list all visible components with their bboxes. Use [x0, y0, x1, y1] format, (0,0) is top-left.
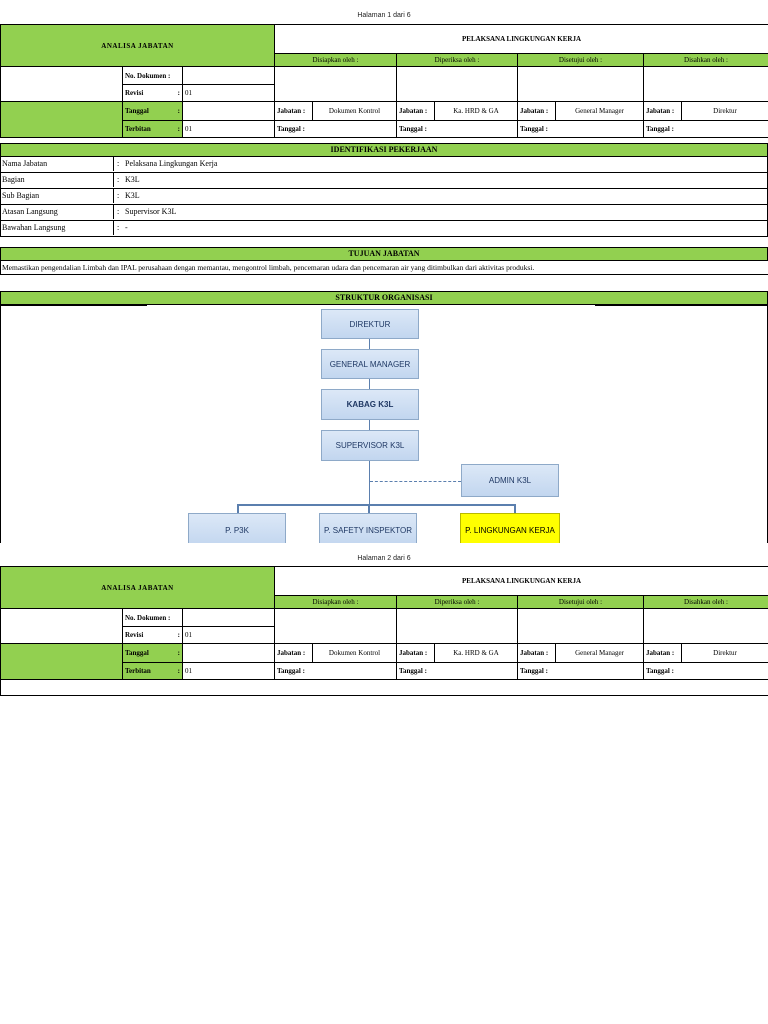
signature-cell-4	[644, 67, 768, 102]
tanggal-label: Tanggal :	[123, 644, 183, 663]
ratified-by-label: Disahkan oleh :	[644, 54, 768, 67]
doc-title: ANALISA JABATAN	[1, 567, 275, 609]
logo-cell	[1, 609, 123, 644]
tanggal-sign-2: Tanggal :	[397, 663, 518, 680]
approved-by-label: Disetujui oleh :	[518, 54, 644, 67]
org-node-admin-k3l: ADMIN K3L	[461, 464, 559, 497]
page-number-label: Halaman 2 dari 6	[357, 555, 411, 562]
signer-4: Direktur	[682, 102, 768, 121]
signature-cell-1	[275, 609, 397, 644]
org-node-supervisor-k3l: SUPERVISOR K3L	[321, 430, 419, 461]
document-header	[0, 24, 768, 138]
org-node-general-manager: GENERAL MANAGER	[321, 349, 419, 379]
tanggal-label: Tanggal :	[123, 102, 183, 121]
document-header	[0, 566, 768, 696]
org-node-lingkungan-kerja: P. LINGKUNGAN KERJA	[460, 513, 560, 543]
jabatan-label: Jabatan :	[275, 102, 313, 121]
no-dokumen-value	[183, 609, 275, 627]
org-node-p3k: P. P3K	[188, 513, 286, 543]
org-title: STRUKTUR ORGANISASI	[0, 291, 768, 305]
signer-2: Ka. HRD & GA	[435, 644, 518, 663]
signer-1: Dokumen Kontrol	[313, 102, 397, 121]
terbitan-label: Terbitan :	[123, 663, 183, 680]
ident-row: Sub Bagian : K3L	[0, 189, 768, 205]
jabatan-label: Jabatan :	[644, 102, 682, 121]
signature-cell-3	[518, 67, 644, 102]
jabatan-label: Jabatan :	[397, 644, 435, 663]
checked-by-label: Diperiksa oleh :	[397, 54, 518, 67]
ident-row: Bagian : K3L	[0, 173, 768, 189]
tanggal-value	[183, 644, 275, 663]
jabatan-label: Jabatan :	[644, 644, 682, 663]
org-node-kabag-k3l: KABAG K3L	[321, 389, 419, 420]
tanggal-sign-1: Tanggal :	[275, 121, 397, 138]
doc-title: ANALISA JABATAN	[1, 25, 275, 67]
identification-title: IDENTIFIKASI PEKERJAAN	[0, 143, 768, 157]
no-dokumen-value	[183, 67, 275, 85]
signature-cell-1	[275, 67, 397, 102]
signer-3: General Manager	[556, 644, 644, 663]
ident-row: Bawahan Langsung : -	[0, 221, 768, 237]
signer-3: General Manager	[556, 102, 644, 121]
terbitan-value: 01	[183, 663, 275, 680]
org-chart	[0, 305, 768, 543]
tanggal-sign-3: Tanggal :	[518, 121, 644, 138]
signature-cell-4	[644, 609, 768, 644]
revisi-value: 01	[183, 627, 275, 644]
tanggal-sign-1: Tanggal :	[275, 663, 397, 680]
jabatan-label: Jabatan :	[518, 644, 556, 663]
checked-by-label: Diperiksa oleh :	[397, 596, 518, 609]
jabatan-label: Jabatan :	[275, 644, 313, 663]
job-title: PELAKSANA LINGKUNGAN KERJA	[275, 25, 768, 54]
revisi-label: Revisi :	[123, 627, 183, 644]
revisi-label: Revisi :	[123, 85, 183, 102]
ident-row: Atasan Langsung : Supervisor K3L	[0, 205, 768, 221]
terbitan-value: 01	[183, 121, 275, 138]
continued-area	[1, 680, 768, 696]
signature-cell-3	[518, 609, 644, 644]
approved-by-label: Disetujui oleh :	[518, 596, 644, 609]
tanggal-sign-4: Tanggal :	[644, 663, 768, 680]
signer-2: Ka. HRD & GA	[435, 102, 518, 121]
prepared-by-label: Disiapkan oleh :	[275, 54, 397, 67]
page-number-label: Halaman 1 dari 6	[357, 12, 411, 19]
org-node-safety-inspektor: P. SAFETY INSPEKTOR	[319, 513, 417, 543]
ident-row: Nama Jabatan : Pelaksana Lingkungan Kerja	[0, 157, 768, 173]
logo-cell	[1, 67, 123, 102]
ratified-by-label: Disahkan oleh :	[644, 596, 768, 609]
signer-1: Dokumen Kontrol	[313, 644, 397, 663]
signer-4: Direktur	[682, 644, 768, 663]
logo-green-cell	[1, 102, 123, 138]
tanggal-sign-2: Tanggal :	[397, 121, 518, 138]
identification-table	[0, 157, 768, 237]
revisi-value: 01	[183, 85, 275, 102]
prepared-by-label: Disiapkan oleh :	[275, 596, 397, 609]
jabatan-label: Jabatan :	[518, 102, 556, 121]
logo-green-cell	[1, 644, 123, 680]
job-title: PELAKSANA LINGKUNGAN KERJA	[275, 567, 768, 596]
jabatan-label: Jabatan :	[397, 102, 435, 121]
tanggal-value	[183, 102, 275, 121]
terbitan-label: Terbitan :	[123, 121, 183, 138]
tanggal-sign-4: Tanggal :	[644, 121, 768, 138]
no-dokumen-label: No. Dokumen :	[123, 67, 183, 85]
org-node-direktur: DIREKTUR	[321, 309, 419, 339]
no-dokumen-label: No. Dokumen :	[123, 609, 183, 627]
signature-cell-2	[397, 609, 518, 644]
purpose-title: TUJUAN JABATAN	[0, 247, 768, 261]
tanggal-sign-3: Tanggal :	[518, 663, 644, 680]
signature-cell-2	[397, 67, 518, 102]
purpose-text: Memastikan pengendalian Limbah dan IPAL perusahaan dengan memantau, mengontrol limbah, pencemaran udara dan pencemaran air yang ditimbulkan dari aktivitas produksi.	[0, 261, 768, 275]
